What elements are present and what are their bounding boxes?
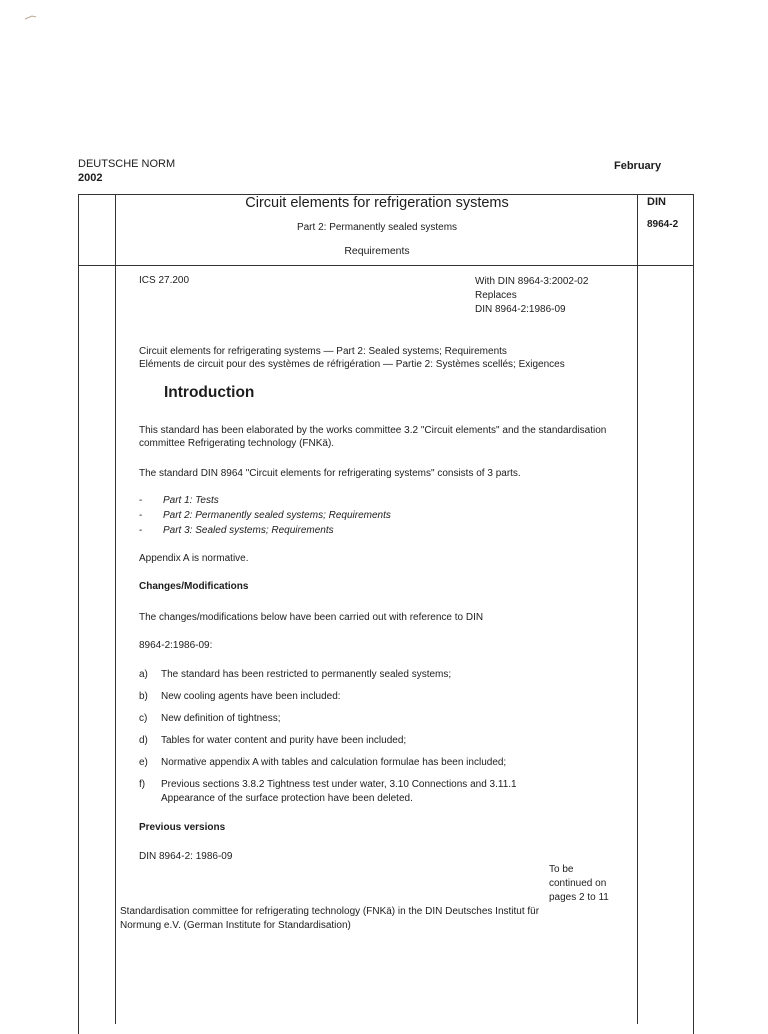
document-title: Circuit elements for refrigeration systems [245, 195, 509, 211]
list-item: - Part 1: Tests [139, 495, 219, 506]
continued-note: To be continued on pages 2 to 11 [549, 864, 609, 903]
norm-header [78, 157, 175, 185]
changes-reference: 8964-2:1986-09: [139, 640, 213, 651]
ics-code: ICS 27.200 [139, 275, 190, 286]
din-label: DIN [647, 196, 666, 208]
previous-versions-heading: Previous versions [139, 822, 226, 833]
title-block-rule [78, 265, 694, 266]
parts-list [139, 493, 391, 538]
list-item: - Part 2: Permanently sealed systems; Requirements [139, 510, 391, 521]
appendix-note: Appendix A is normative. [139, 553, 249, 564]
norm-name: DEUTSCHE NORM [78, 158, 176, 170]
introduction-heading: Introduction [164, 384, 255, 401]
english-title: Circuit elements for refrigerating systems — Part 2: Sealed systems; Requirements [139, 346, 507, 357]
changes-intro: The changes/modifications below have been carried out with reference to DIN [139, 612, 484, 623]
changes-heading: Changes/Modifications [139, 581, 249, 592]
replaces-line: DIN 8964-2:1986-09 [475, 304, 566, 315]
committee-note: Standardisation committee for refrigerating technology (FNKä) in the DIN Deutsches Institut für Normung e.V. (German Institute for Standardisation) [120, 906, 540, 931]
previous-version: DIN 8964-2: 1986-09 [139, 851, 233, 862]
norm-year: 2002 [78, 172, 103, 184]
list-item: e) Normative appendix A with tables and calculation formulae has been included; [139, 757, 507, 768]
norm-month: February [614, 160, 662, 172]
left-column-rule [115, 194, 116, 1024]
french-title: Eléments de circuit pour des systèmes de réfrigération — Partie 2: Systèmes scellés; Exigences [139, 359, 565, 370]
list-item: - Part 3: Sealed systems; Requirements [139, 525, 334, 536]
alternative-titles [139, 345, 565, 371]
list-item: d) Tables for water content and purity have been included; [139, 735, 407, 746]
replaces-block [475, 275, 588, 317]
right-column-rule [637, 194, 638, 1024]
replaces-line: Replaces [475, 290, 517, 301]
list-item-continuation: Appearance of the surface protection have been deleted. [161, 793, 413, 804]
list-item: c) New definition of tightness; [139, 713, 281, 724]
replaces-line: With DIN 8964-3:2002-02 [475, 276, 589, 287]
intro-paragraph: This standard has been elaborated by the works committee 3.2 "Circuit elements" and the standardisation committee Refrigerating technology (FNKä). [139, 425, 607, 449]
document-part: Part 2: Permanently sealed systems [296, 222, 458, 233]
din-number: 8964-2 [647, 219, 679, 230]
list-item: a) The standard has been restricted to permanently sealed systems; [139, 669, 452, 680]
list-item: f) Previous sections 3.8.2 Tightness test under water, 3.10 Connections and 3.11.1 [139, 779, 517, 790]
document-requirements: Requirements [344, 245, 410, 257]
list-item: b) New cooling agents have been included: [139, 691, 341, 702]
scan-mark [24, 14, 44, 20]
parts-paragraph: The standard DIN 8964 "Circuit elements for refrigerating systems" consists of 3 parts. [139, 468, 521, 479]
